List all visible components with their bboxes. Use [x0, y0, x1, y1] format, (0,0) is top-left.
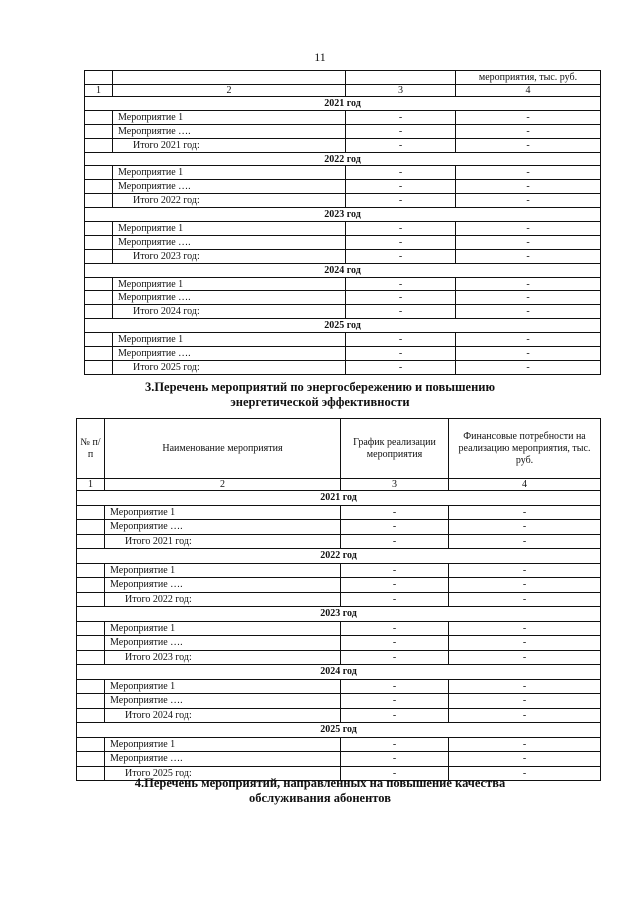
table-row	[77, 592, 601, 607]
total-label: Итого 2025 год:	[105, 766, 341, 781]
table2-col-numbers: 1 2 3 4	[77, 479, 601, 491]
row-num-cell	[85, 222, 113, 236]
finance-cell: -	[456, 347, 601, 361]
row-num-cell	[77, 694, 105, 709]
table1-finance-header-tail: мероприятия, тыс. руб.	[456, 71, 601, 85]
finance-cell: -	[449, 694, 601, 709]
row-num-cell	[85, 180, 113, 194]
measure-name: Мероприятие 1	[105, 737, 341, 752]
row-num-cell	[77, 592, 105, 607]
row-num-cell	[85, 194, 113, 208]
row-num-cell	[77, 534, 105, 549]
row-num-cell	[77, 520, 105, 535]
row-num-cell	[85, 235, 113, 249]
year-row	[77, 665, 601, 680]
year-label: 2022 год	[77, 549, 601, 564]
header-name: Наименование мероприятия	[105, 419, 341, 479]
measure-name: Мероприятие ….	[105, 578, 341, 593]
schedule-cell: -	[346, 305, 456, 319]
row-num-cell	[77, 578, 105, 593]
row-num-cell	[85, 124, 113, 138]
schedule-cell: -	[341, 578, 449, 593]
schedule-cell: -	[346, 291, 456, 305]
table-row	[77, 563, 601, 578]
measure-name: Мероприятие 1	[113, 222, 346, 236]
year-label: 2023 год	[85, 208, 601, 222]
table-row	[77, 708, 601, 723]
total-label: Итого 2025 год:	[113, 360, 346, 374]
finance-cell: -	[456, 124, 601, 138]
finance-cell: -	[456, 249, 601, 263]
table-row	[85, 347, 601, 361]
finance-cell: -	[456, 333, 601, 347]
row-num-cell	[77, 563, 105, 578]
page-number: 11	[314, 50, 326, 64]
total-label: Итого 2021 год:	[113, 138, 346, 152]
schedule-cell: -	[341, 752, 449, 767]
finance-cell: -	[449, 505, 601, 520]
year-row	[77, 549, 601, 564]
year-label: 2025 год	[85, 319, 601, 333]
row-num-cell	[85, 291, 113, 305]
schedule-cell: -	[346, 249, 456, 263]
measure-name: Мероприятие ….	[113, 347, 346, 361]
year-row	[77, 491, 601, 506]
row-num-cell	[77, 737, 105, 752]
section-3-heading	[0, 380, 640, 410]
section-4-heading	[0, 776, 640, 806]
section-3-heading-line1: 3.Перечень мероприятий по энергосбережению и повышению	[144, 380, 496, 394]
row-num-cell	[77, 752, 105, 767]
table-row	[85, 235, 601, 249]
year-row	[85, 319, 601, 333]
row-num-cell	[77, 679, 105, 694]
table-row	[77, 636, 601, 651]
finance-cell: -	[449, 520, 601, 535]
schedule-cell: -	[346, 360, 456, 374]
measure-name: Мероприятие 1	[113, 277, 346, 291]
total-label: Итого 2022 год:	[105, 592, 341, 607]
finance-cell: -	[449, 636, 601, 651]
row-num-cell	[85, 110, 113, 124]
measure-name: Мероприятие ….	[105, 636, 341, 651]
schedule-cell: -	[341, 534, 449, 549]
finance-cell: -	[449, 578, 601, 593]
measure-name: Мероприятие ….	[113, 235, 346, 249]
finance-cell: -	[449, 650, 601, 665]
row-num-cell	[85, 138, 113, 152]
year-label: 2025 год	[77, 723, 601, 738]
year-row	[85, 97, 601, 111]
measure-name: Мероприятие ….	[105, 752, 341, 767]
schedule-cell: -	[341, 766, 449, 781]
finance-cell: -	[449, 592, 601, 607]
table-row	[77, 752, 601, 767]
table-row	[85, 277, 601, 291]
year-label: 2024 год	[85, 263, 601, 277]
year-row	[85, 208, 601, 222]
year-row	[85, 263, 601, 277]
finance-cell: -	[449, 621, 601, 636]
row-num-cell	[85, 333, 113, 347]
finance-cell: -	[456, 291, 601, 305]
measure-name: Мероприятие ….	[105, 520, 341, 535]
finance-cell: -	[456, 277, 601, 291]
measure-name: Мероприятие ….	[113, 291, 346, 305]
year-label: 2023 год	[77, 607, 601, 622]
table-row	[77, 520, 601, 535]
table-row	[85, 333, 601, 347]
schedule-cell: -	[346, 124, 456, 138]
table-row	[77, 737, 601, 752]
schedule-cell: -	[341, 708, 449, 723]
schedule-cell: -	[341, 592, 449, 607]
row-num-cell	[77, 505, 105, 520]
schedule-cell: -	[346, 180, 456, 194]
schedule-cell: -	[346, 235, 456, 249]
finance-cell: -	[449, 679, 601, 694]
table-row	[85, 222, 601, 236]
schedule-cell: -	[346, 138, 456, 152]
measure-name: Мероприятие ….	[105, 694, 341, 709]
schedule-cell: -	[346, 333, 456, 347]
schedule-cell: -	[341, 621, 449, 636]
finance-cell: -	[449, 737, 601, 752]
table-row	[77, 650, 601, 665]
measure-name: Мероприятие 1	[105, 563, 341, 578]
row-num-cell	[77, 621, 105, 636]
section-4-heading-line1: 4.Перечень мероприятий, направленных на повышение качества	[134, 776, 506, 790]
schedule-cell: -	[341, 694, 449, 709]
schedule-cell: -	[341, 520, 449, 535]
finance-cell: -	[456, 180, 601, 194]
section-3-heading-line2: энергетической эффективности	[230, 395, 410, 409]
schedule-cell: -	[341, 679, 449, 694]
row-num-cell	[85, 277, 113, 291]
row-num-cell	[85, 360, 113, 374]
total-label: Итого 2023 год:	[113, 249, 346, 263]
finance-cell: -	[449, 534, 601, 549]
table1-col-numbers: 1 2 3 4	[85, 85, 601, 97]
year-label: 2024 год	[77, 665, 601, 680]
finance-cell: -	[456, 194, 601, 208]
total-label: Итого 2022 год:	[113, 194, 346, 208]
table-row	[77, 621, 601, 636]
table-continued	[84, 70, 601, 375]
finance-cell: -	[449, 766, 601, 781]
finance-cell: -	[456, 166, 601, 180]
section-4-heading-line2: обслуживания абонентов	[249, 791, 391, 805]
energy-saving-table	[76, 418, 601, 781]
schedule-cell: -	[341, 636, 449, 651]
header-schedule: График реализации мероприятия	[341, 419, 449, 479]
total-label: Итого 2024 год:	[105, 708, 341, 723]
schedule-cell: -	[346, 166, 456, 180]
table-row	[85, 124, 601, 138]
measure-name: Мероприятие 1	[113, 166, 346, 180]
year-row	[85, 152, 601, 166]
table-row	[85, 138, 601, 152]
schedule-cell: -	[346, 110, 456, 124]
measure-name: Мероприятие 1	[113, 110, 346, 124]
finance-cell: -	[456, 110, 601, 124]
schedule-cell: -	[346, 277, 456, 291]
schedule-cell: -	[346, 194, 456, 208]
schedule-cell: -	[341, 563, 449, 578]
schedule-cell: -	[346, 347, 456, 361]
finance-cell: -	[456, 360, 601, 374]
table-row	[77, 505, 601, 520]
table2-header-row	[77, 419, 601, 479]
schedule-cell: -	[341, 737, 449, 752]
year-row	[77, 723, 601, 738]
table-row	[77, 534, 601, 549]
row-num-cell	[85, 249, 113, 263]
table-row	[77, 578, 601, 593]
table-row	[85, 166, 601, 180]
finance-cell: -	[456, 235, 601, 249]
row-num-cell	[77, 708, 105, 723]
table-row	[77, 679, 601, 694]
finance-cell: -	[456, 222, 601, 236]
finance-cell: -	[449, 708, 601, 723]
finance-cell: -	[449, 752, 601, 767]
schedule-cell: -	[346, 222, 456, 236]
row-num-cell	[85, 347, 113, 361]
table-row	[77, 694, 601, 709]
year-row	[77, 607, 601, 622]
finance-cell: -	[449, 563, 601, 578]
total-label: Итого 2023 год:	[105, 650, 341, 665]
finance-cell: -	[456, 138, 601, 152]
measure-name: Мероприятие 1	[105, 621, 341, 636]
year-label: 2021 год	[77, 491, 601, 506]
table-row	[85, 110, 601, 124]
year-label: 2022 год	[85, 152, 601, 166]
year-label: 2021 год	[85, 97, 601, 111]
row-num-cell	[85, 166, 113, 180]
measure-name: Мероприятие 1	[105, 679, 341, 694]
row-num-cell	[77, 650, 105, 665]
measure-name: Мероприятие 1	[113, 333, 346, 347]
table-row	[85, 305, 601, 319]
finance-cell: -	[456, 305, 601, 319]
total-label: Итого 2021 год:	[105, 534, 341, 549]
total-label: Итого 2024 год:	[113, 305, 346, 319]
schedule-cell: -	[341, 650, 449, 665]
table-row	[85, 249, 601, 263]
table-row	[85, 360, 601, 374]
measure-name: Мероприятие ….	[113, 124, 346, 138]
table-row	[85, 180, 601, 194]
header-num: № п/п	[77, 419, 105, 479]
schedule-cell: -	[341, 505, 449, 520]
table-row	[85, 291, 601, 305]
row-num-cell	[85, 305, 113, 319]
row-num-cell	[77, 636, 105, 651]
table-row	[85, 194, 601, 208]
measure-name: Мероприятие 1	[105, 505, 341, 520]
header-finance: Финансовые потребности на реализацию мероприятия, тыс. руб.	[449, 419, 601, 479]
table1-header-row	[85, 71, 601, 85]
measure-name: Мероприятие ….	[113, 180, 346, 194]
